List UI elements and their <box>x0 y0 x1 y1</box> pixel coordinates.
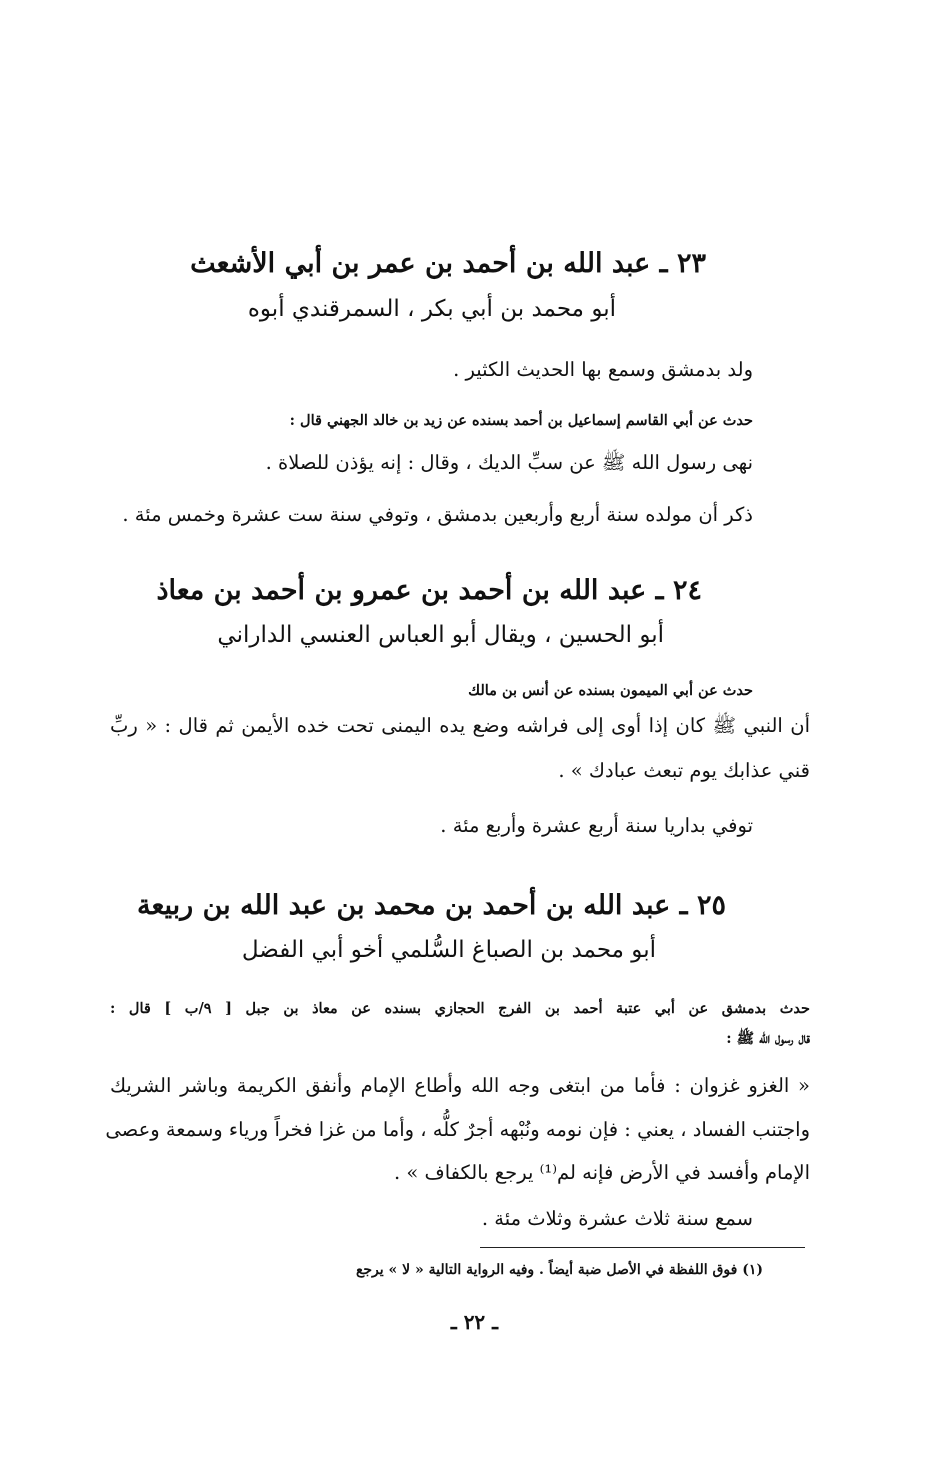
entry-24-death: توفي بداريا سنة أربع عشرة وأربع مئة . <box>440 814 753 837</box>
entry-23-isnad: حدث عن أبي القاسم إسماعيل بن أحمد بسنده عن زيد بن خالد الجهني قال : <box>289 412 753 429</box>
entry-25-hadith-line-3: الإمام وأفسد في الأرض فإنه لم⁽¹⁾ يرجع بالكفاف » . <box>393 1161 810 1184</box>
entry-23-subheading: أبو محمد بن أبي بكر ، السمرقندي أبوه <box>247 296 616 322</box>
footnote: (١) فوق اللفظة في الأصل ضبة أيضاً . وفيه الرواية التالية « لا » يرجع <box>355 1262 763 1278</box>
entry-24-hadith-line-1: أن النبي ﷺ كان إذا أوى إلى فراشه وضع يده اليمنى تحت خده الأيمن ثم قال : « ربِّ <box>110 714 810 737</box>
entry-23-intro: ولد بدمشق وسمع بها الحديث الكثير . <box>453 358 753 381</box>
entry-25-subheading: أبو محمد بن الصباغ السُّلمي أخو أبي الفضل <box>241 937 656 963</box>
footnote-divider <box>480 1247 805 1248</box>
entry-24-subheading: أبو الحسين ، ويقال أبو العباس العنسي الداراني <box>217 622 664 648</box>
entry-24-heading: ٢٤ ـ عبد الله بن أحمد بن عمرو بن أحمد بن معاذ <box>156 575 702 606</box>
entry-25-death: سمع سنة ثلاث عشرة وثلاث مئة . <box>481 1207 753 1230</box>
entry-25-hadith-line-2: واجتنب الفساد ، يعني : فإن نومه ونُبْهه أجرٌ كلُّه ، وأما من غزا فخراً ورياء وسمعة وعصى <box>105 1118 810 1141</box>
entry-23-hadith: نهى رسول الله ﷺ عن سبِّ الديك ، وقال : إنه يؤذن للصلاة . <box>265 451 753 474</box>
entry-25-isnad-line-1: حدث بدمشق عن أبي عتبة أحمد بن الفرج الحجازي بسنده عن معاذ بن جبل [ ٩/ب ] قال : <box>110 1000 810 1017</box>
entry-23-heading: ٢٣ ـ عبد الله بن أحمد بن عمر بن أبي الأشعث <box>190 248 706 279</box>
entry-23-death: ذكر أن مولده سنة أربع وأربعين بدمشق ، وتوفي سنة ست عشرة وخمس مئة . <box>122 503 753 526</box>
entry-25-heading: ٢٥ ـ عبد الله بن أحمد بن محمد بن عبد الله بن ربيعة <box>137 890 726 921</box>
entry-24-hadith-line-2: قني عذابك يوم تبعث عبادك » . <box>558 759 810 782</box>
page-number: ـ ٢٢ ـ <box>450 1310 498 1334</box>
entry-25-hadith-line-1: « الغزو غزوان : فأما من ابتغى وجه الله وأطاع الإمام وأنفق الكريمة وباشر الشريك <box>110 1074 810 1097</box>
entry-25-isnad-line-2: قال رسول الله ﷺ : <box>726 1030 810 1047</box>
entry-24-isnad: حدث عن أبي الميمون بسنده عن أنس بن مالك <box>468 682 753 699</box>
